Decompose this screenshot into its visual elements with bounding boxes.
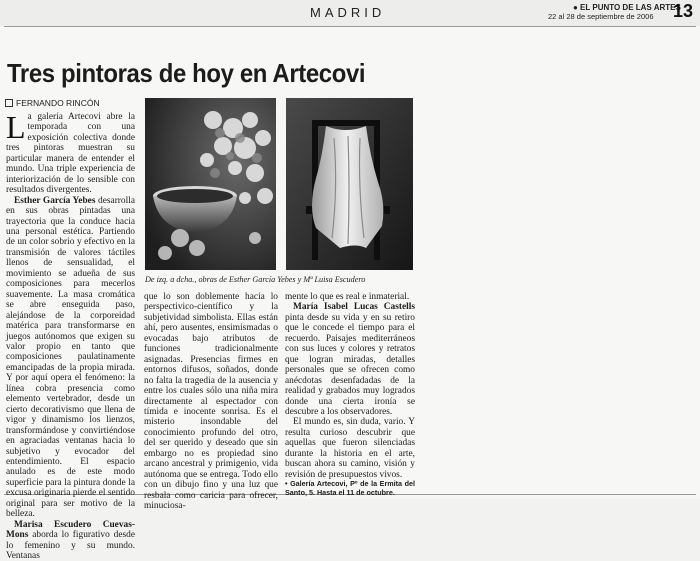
still-life-painting: [145, 98, 276, 270]
artist-name: María Isabel Lucas Castells: [293, 302, 415, 313]
article-headline: Tres pintoras de hoy en Artecovi: [7, 58, 366, 88]
paragraph-garcia-yebes: Esther García Yebes desarrolla en sus obras pintadas una trayectoria que la conduce hacia una personal estética. Partiendo de un color sobrio y efectivo en la transmisión de valores táctiles llenos de sensualidad, el movimiento se adueña de sus composiciones para mecerlos suavemente. La masa cromática se abre enseguida paso, alejándose de la corporeidad matérica para transformarse en juegos autónomos que exigen su valor propio en tanto que composiciones paulatinamente emancipadas de la propia mirada. Y por aquí opera el fenómeno: la línea cobra presencia como elemento vertebrador, desde un cierto decorativismo que llena de vigor y dinamismo los lienzos, transformándose y convirtiéndose en agraciadas ventanas hacia lo subjetivo y evocador del entendimiento. El espacio anulado es de este modo superficie para la pintura donde la excusa originaria pierde el sentido original para ser motivo de la belleza.: [6, 195, 135, 520]
issue-dates: 22 al 28 de septiembre de 2006: [548, 12, 654, 21]
exhibition-info: • Galería Artecovi, Pº de la Ermita del Santo, 5. Hasta el 11 de octubre.: [285, 479, 415, 497]
chair-dress-painting: [286, 98, 413, 270]
column-3-continuation: mente lo que es real e inmaterial.: [285, 292, 410, 302]
byline-author: FERNANDO RINCÓN: [16, 98, 100, 108]
article-column-1: [6, 109, 135, 561]
article-column-3: [285, 292, 415, 497]
photo-caption: De izq. a dcha., obras de Esther García Yebes y Mª Luisa Escudero: [145, 275, 366, 284]
dropcap: L: [6, 109, 26, 145]
still-life-photo: [145, 98, 276, 270]
article-column-2: [144, 292, 278, 512]
header-rule: [4, 26, 696, 27]
section-title: MADRID: [310, 5, 386, 20]
closing-paragraph: El mundo es, sin duda, vario. Y resulta curioso descubrir que aquellas que fueron silenciadas durante la historia en el arte, buscan ahora su camino, visión y revisión de presupuestos vivos.: [285, 417, 415, 480]
paragraph-lucas-castells: María Isabel Lucas Castells pinta desde su vida y en su retiro que le concede el tiempo para el recuerdo. Paisajes mediterráneos con sus luces y colores y retratos que logran miradas, detalles personales que se ofrecen como anécdotas desenfadadas de la realidad y grabados muy logrados donde una cierta ironía se descubre a los observadores.: [285, 302, 415, 417]
column-2-text: que lo son doblemente hacia lo perspectivico-científico y la subjetividad simbolista. Ellas están ahí, pero ausentes, ensimismadas o evocadas bajo atributos de funciones tradicionalmente asignadas. Presencias firmes en entornos difusos, soñados, donde no falta la tragedia de la ausencia y entre los cuales sólo una niña mira directamente al espectador con tímida e inocente sonrisa. Es el misterio insondable del conocimiento profundo del otro, del ser querido y deseado que sin embargo no es propiedad sino arcano ancestral y primigenio, vida autónoma que se entrega. Todo ello con un dibujo fino y una luz que resbala como caricia para ofrecer, minuciosa-: [144, 292, 278, 512]
publication-name: ● EL PUNTO DE LAS ARTES: [573, 3, 681, 12]
paragraph-escudero: Marisa Escudero Cuevas-Mons aborda lo figurativo desde lo femenino y su mundo. Ventanas: [6, 519, 135, 561]
byline: [5, 98, 100, 108]
artist-name: Esther García Yebes: [14, 195, 96, 206]
byline-box-icon: [5, 99, 13, 107]
page-number: 13: [673, 1, 694, 21]
artist-name: Marisa Escudero Cuevas-Mons: [6, 519, 135, 541]
intro-paragraph: La galería Artecovi abre la temporada con una exposición colectiva donde tres pintoras muestran su particular manera de entender el mundo. Una triple experiencia de interiorización de lo sensible con resultados divergentes.: [6, 109, 135, 196]
chair-dress-photo: [286, 98, 413, 270]
